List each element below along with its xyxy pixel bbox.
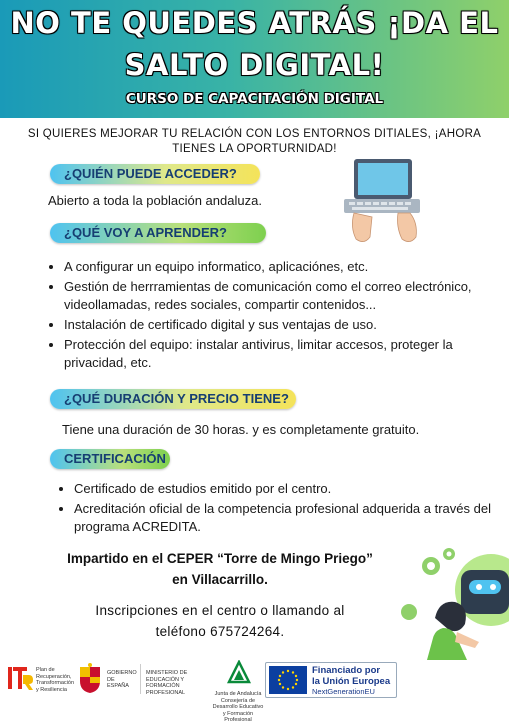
divider: [140, 664, 141, 694]
contact-block: [30, 600, 410, 642]
contact-line1: Inscripciones en el centro o llamando al: [95, 603, 345, 618]
main-title-line2: SALTO DIGITAL!: [124, 48, 385, 82]
learn-list: [44, 258, 504, 374]
cert-list: [54, 480, 494, 538]
header-banner: [0, 0, 509, 118]
list-item: • Acreditación oficial de la competencia profesional adquerida a través del programa ACREDITA.: [74, 500, 494, 536]
junta-text: Junta de Andalucía Consejería de Desarrollo Educativo y Formación Profesional: [212, 691, 264, 723]
location-line2: en Villacarrillo.: [172, 572, 268, 587]
location-line1: Impartido en el CEPER “Torre de Mingo Priego”: [67, 551, 373, 566]
next-generation-eu-text: NextGenerationEU: [312, 687, 375, 696]
heading-certification: CERTIFICACIÓN: [50, 449, 170, 469]
eu-line2: la Unión Europea: [312, 676, 391, 687]
course-subtitle: CURSO DE CAPACITACIÓN DIGITAL: [125, 91, 384, 107]
eu-funded-text: [312, 665, 390, 687]
ministry-text: MINISTERIO DE EDUCACIÓN Y FORMACIÓN PROFESIONAL: [146, 670, 188, 696]
intro-text: SI QUIERES MEJORAR TU RELACIÓN CON LOS ENTORNOS DITIALES, ¡AHORA TIENES LA OPORTURNIDAD!: [27, 128, 482, 155]
footer-logos: [0, 655, 509, 723]
eu-funding-badge: [265, 662, 397, 698]
eu-line1: Financiado por: [312, 665, 381, 676]
spain-coat-of-arms-icon: [78, 663, 102, 695]
location-block: [30, 548, 410, 590]
list-item: • Instalación de certificado digital y sus ventajas de uso.: [64, 316, 504, 334]
heading-duration-price: ¿QUÉ DURACIÓN Y PRECIO TIENE?: [50, 389, 296, 409]
list-item: • Protección del equipo: instalar antivirus, limitar accesos, proteger la privacidad, etc.: [64, 336, 504, 372]
duration-text: Tiene una duración de 30 horas. y es completamente gratuito.: [62, 422, 420, 437]
recovery-plan-logo: [8, 663, 33, 693]
list-item: • Certificado de estudios emitido por el centro.: [74, 480, 494, 498]
list-item: • Gestión de herrramientas de comunicación como el correo electrónico, videollamadas, redes sociales, compartir contenidos...: [64, 278, 504, 314]
main-title-line1: NO TE QUEDES ATRÁS ¡DA EL: [10, 6, 499, 40]
heading-what-will-i-learn: ¿QUÉ VOY A APRENDER?: [50, 223, 266, 243]
who-text: Abierto a toda la población andaluza.: [48, 193, 262, 208]
junta-andalucia-logo: [226, 660, 252, 690]
recovery-plan-text: Plan de Recuperación, Transformación y Resiliencia: [36, 667, 75, 693]
laptop-hands-icon: [340, 155, 420, 247]
heading-who-can-access: ¿QUIÉN PUEDE ACCEDER?: [50, 164, 260, 184]
list-item: • A configurar un equipo informatico, aplicaciónes, etc.: [64, 258, 504, 276]
robot-woman-illustration: [395, 540, 509, 660]
contact-line2: teléfono 675724264.: [155, 624, 285, 639]
eu-flag-icon: [269, 666, 307, 694]
government-text: GOBIERNO DE ESPAÑA: [107, 670, 137, 689]
